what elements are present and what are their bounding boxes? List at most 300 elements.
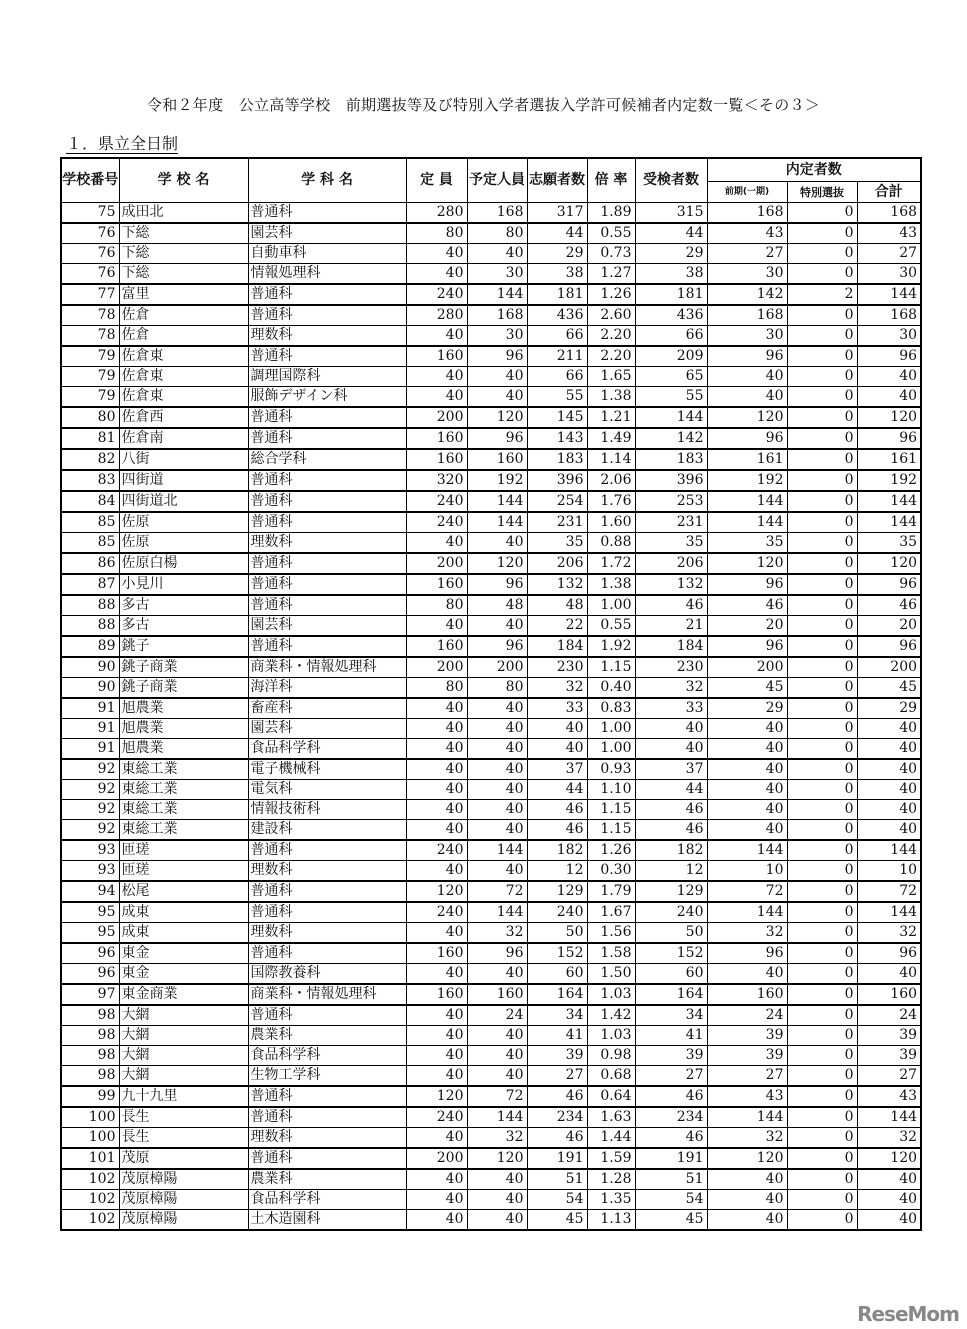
cell-ratio: 1.79 bbox=[587, 881, 635, 902]
cell-applicants: 45 bbox=[527, 1210, 587, 1231]
cell-school-number: 96 bbox=[61, 964, 119, 985]
cell-total: 144 bbox=[857, 284, 921, 305]
cell-total: 144 bbox=[857, 840, 921, 861]
cell-early: 30 bbox=[707, 264, 787, 285]
cell-special: 0 bbox=[787, 881, 857, 902]
cell-capacity: 40 bbox=[406, 1066, 467, 1087]
cell-total: 72 bbox=[857, 881, 921, 902]
cell-ratio: 1.42 bbox=[587, 1005, 635, 1026]
cell-planned: 144 bbox=[467, 284, 527, 305]
cell-examinees: 33 bbox=[635, 698, 707, 719]
table-row bbox=[61, 407, 921, 428]
cell-examinees: 21 bbox=[635, 616, 707, 637]
cell-school-name: 九十九里 bbox=[119, 1086, 248, 1107]
header-special: 特別選抜 bbox=[787, 182, 857, 203]
cell-school-name: 東金 bbox=[119, 943, 248, 964]
cell-capacity: 40 bbox=[406, 820, 467, 841]
cell-examinees: 191 bbox=[635, 1148, 707, 1169]
cell-department: 園芸科 bbox=[248, 719, 406, 739]
cell-capacity: 160 bbox=[406, 449, 467, 470]
table-row bbox=[61, 881, 921, 902]
cell-early: 24 bbox=[707, 1005, 787, 1026]
cell-planned: 144 bbox=[467, 840, 527, 861]
table-row bbox=[61, 636, 921, 657]
cell-department: 理数科 bbox=[248, 533, 406, 554]
cell-ratio: 1.59 bbox=[587, 1148, 635, 1169]
cell-special: 0 bbox=[787, 780, 857, 800]
cell-school-name: 成東 bbox=[119, 923, 248, 944]
cell-department: 普通科 bbox=[248, 1148, 406, 1169]
cell-capacity: 160 bbox=[406, 346, 467, 367]
cell-ratio: 1.65 bbox=[587, 367, 635, 387]
cell-early: 39 bbox=[707, 1026, 787, 1046]
cell-total: 39 bbox=[857, 1026, 921, 1046]
cell-school-number: 88 bbox=[61, 595, 119, 616]
cell-early: 30 bbox=[707, 326, 787, 347]
cell-applicants: 46 bbox=[527, 1086, 587, 1107]
table-row bbox=[61, 800, 921, 820]
cell-ratio: 1.44 bbox=[587, 1128, 635, 1149]
cell-special: 0 bbox=[787, 553, 857, 574]
cell-school-name: 佐倉東 bbox=[119, 346, 248, 367]
cell-early: 144 bbox=[707, 1107, 787, 1128]
cell-applicants: 436 bbox=[527, 305, 587, 326]
cell-capacity: 120 bbox=[406, 1086, 467, 1107]
cell-school-number: 98 bbox=[61, 1005, 119, 1026]
cell-school-name: 茂原樟陽 bbox=[119, 1190, 248, 1210]
cell-early: 40 bbox=[707, 964, 787, 985]
cell-special: 0 bbox=[787, 428, 857, 449]
cell-total: 96 bbox=[857, 346, 921, 367]
cell-ratio: 1.92 bbox=[587, 636, 635, 657]
cell-special: 0 bbox=[787, 449, 857, 470]
cell-applicants: 44 bbox=[527, 223, 587, 244]
cell-ratio: 1.15 bbox=[587, 820, 635, 841]
cell-examinees: 144 bbox=[635, 407, 707, 428]
cell-early: 39 bbox=[707, 1046, 787, 1066]
cell-school-number: 93 bbox=[61, 840, 119, 861]
cell-early: 120 bbox=[707, 1148, 787, 1169]
cell-examinees: 39 bbox=[635, 1046, 707, 1066]
cell-capacity: 40 bbox=[406, 1190, 467, 1210]
cell-department: 総合学科 bbox=[248, 449, 406, 470]
cell-school-name: 大網 bbox=[119, 1066, 248, 1087]
cell-special: 0 bbox=[787, 678, 857, 699]
cell-special: 0 bbox=[787, 820, 857, 841]
cell-applicants: 46 bbox=[527, 1128, 587, 1149]
cell-total: 144 bbox=[857, 491, 921, 512]
cell-total: 30 bbox=[857, 326, 921, 347]
cell-ratio: 2.06 bbox=[587, 470, 635, 491]
cell-planned: 40 bbox=[467, 1066, 527, 1087]
cell-school-number: 88 bbox=[61, 616, 119, 637]
cell-examinees: 46 bbox=[635, 820, 707, 841]
cell-special: 0 bbox=[787, 533, 857, 554]
cell-department: 自動車科 bbox=[248, 244, 406, 264]
cell-planned: 40 bbox=[467, 1190, 527, 1210]
cell-applicants: 12 bbox=[527, 861, 587, 882]
cell-school-name: 東総工業 bbox=[119, 780, 248, 800]
cell-school-number: 85 bbox=[61, 533, 119, 554]
cell-capacity: 280 bbox=[406, 305, 467, 326]
cell-total: 160 bbox=[857, 984, 921, 1005]
cell-applicants: 32 bbox=[527, 678, 587, 699]
table-row bbox=[61, 964, 921, 985]
cell-planned: 120 bbox=[467, 553, 527, 574]
cell-department: 服飾デザイン科 bbox=[248, 387, 406, 408]
cell-department: 普通科 bbox=[248, 346, 406, 367]
cell-planned: 40 bbox=[467, 244, 527, 264]
cell-early: 200 bbox=[707, 657, 787, 678]
cell-school-number: 90 bbox=[61, 657, 119, 678]
table-row bbox=[61, 326, 921, 347]
cell-capacity: 240 bbox=[406, 284, 467, 305]
cell-total: 27 bbox=[857, 1066, 921, 1087]
cell-total: 35 bbox=[857, 533, 921, 554]
cell-ratio: 0.98 bbox=[587, 1046, 635, 1066]
cell-ratio: 1.27 bbox=[587, 264, 635, 285]
cell-early: 96 bbox=[707, 346, 787, 367]
cell-school-name: 長生 bbox=[119, 1107, 248, 1128]
cell-total: 144 bbox=[857, 902, 921, 923]
cell-applicants: 184 bbox=[527, 636, 587, 657]
cell-planned: 40 bbox=[467, 964, 527, 985]
cell-total: 200 bbox=[857, 657, 921, 678]
cell-early: 168 bbox=[707, 203, 787, 224]
cell-applicants: 66 bbox=[527, 326, 587, 347]
cell-early: 35 bbox=[707, 533, 787, 554]
table-row bbox=[61, 984, 921, 1005]
table-row bbox=[61, 1066, 921, 1087]
cell-capacity: 160 bbox=[406, 636, 467, 657]
cell-ratio: 0.40 bbox=[587, 678, 635, 699]
cell-department: 理数科 bbox=[248, 923, 406, 944]
cell-ratio: 1.00 bbox=[587, 739, 635, 760]
cell-school-number: 90 bbox=[61, 678, 119, 699]
cell-early: 29 bbox=[707, 698, 787, 719]
cell-school-name: 佐倉西 bbox=[119, 407, 248, 428]
cell-capacity: 160 bbox=[406, 984, 467, 1005]
cell-department: 普通科 bbox=[248, 305, 406, 326]
cell-school-number: 91 bbox=[61, 719, 119, 739]
cell-capacity: 200 bbox=[406, 553, 467, 574]
cell-capacity: 40 bbox=[406, 244, 467, 264]
cell-department: 電気科 bbox=[248, 780, 406, 800]
cell-capacity: 120 bbox=[406, 881, 467, 902]
cell-department: 情報技術科 bbox=[248, 800, 406, 820]
cell-early: 144 bbox=[707, 512, 787, 533]
cell-examinees: 184 bbox=[635, 636, 707, 657]
header-applicants: 志願者数 bbox=[527, 158, 587, 203]
cell-examinees: 40 bbox=[635, 739, 707, 760]
cell-special: 0 bbox=[787, 367, 857, 387]
cell-examinees: 50 bbox=[635, 923, 707, 944]
cell-early: 144 bbox=[707, 491, 787, 512]
cell-school-name: 四街道北 bbox=[119, 491, 248, 512]
cell-examinees: 132 bbox=[635, 574, 707, 595]
cell-capacity: 200 bbox=[406, 1148, 467, 1169]
cell-school-name: 東総工業 bbox=[119, 759, 248, 780]
cell-capacity: 80 bbox=[406, 595, 467, 616]
section-heading: １．県立全日制 bbox=[66, 134, 179, 153]
cell-early: 40 bbox=[707, 1169, 787, 1190]
cell-planned: 96 bbox=[467, 943, 527, 964]
cell-planned: 24 bbox=[467, 1005, 527, 1026]
cell-total: 40 bbox=[857, 367, 921, 387]
cell-school-number: 98 bbox=[61, 1066, 119, 1087]
cell-planned: 144 bbox=[467, 512, 527, 533]
cell-total: 46 bbox=[857, 595, 921, 616]
table-row bbox=[61, 1026, 921, 1046]
cell-examinees: 234 bbox=[635, 1107, 707, 1128]
cell-applicants: 51 bbox=[527, 1169, 587, 1190]
table-row bbox=[61, 1169, 921, 1190]
cell-school-number: 94 bbox=[61, 881, 119, 902]
cell-school-name: 佐倉 bbox=[119, 326, 248, 347]
cell-examinees: 55 bbox=[635, 387, 707, 408]
cell-school-number: 82 bbox=[61, 449, 119, 470]
cell-examinees: 44 bbox=[635, 223, 707, 244]
cell-applicants: 145 bbox=[527, 407, 587, 428]
cell-total: 168 bbox=[857, 305, 921, 326]
cell-department: 普通科 bbox=[248, 491, 406, 512]
table-row bbox=[61, 1107, 921, 1128]
cell-school-name: 佐倉東 bbox=[119, 367, 248, 387]
cell-school-number: 77 bbox=[61, 284, 119, 305]
header-early: 前期(一期) bbox=[707, 182, 787, 203]
cell-capacity: 40 bbox=[406, 367, 467, 387]
cell-capacity: 80 bbox=[406, 223, 467, 244]
cell-early: 32 bbox=[707, 1128, 787, 1149]
cell-examinees: 54 bbox=[635, 1190, 707, 1210]
cell-planned: 144 bbox=[467, 1107, 527, 1128]
cell-school-name: 下総 bbox=[119, 264, 248, 285]
cell-department: 普通科 bbox=[248, 203, 406, 224]
cell-examinees: 182 bbox=[635, 840, 707, 861]
cell-examinees: 206 bbox=[635, 553, 707, 574]
table-row bbox=[61, 449, 921, 470]
cell-school-name: 東金商業 bbox=[119, 984, 248, 1005]
cell-total: 40 bbox=[857, 1210, 921, 1231]
cell-department: 土木造園科 bbox=[248, 1210, 406, 1231]
cell-applicants: 182 bbox=[527, 840, 587, 861]
cell-total: 40 bbox=[857, 964, 921, 985]
cell-school-name: 佐原 bbox=[119, 512, 248, 533]
cell-early: 20 bbox=[707, 616, 787, 637]
cell-school-number: 78 bbox=[61, 305, 119, 326]
cell-planned: 40 bbox=[467, 533, 527, 554]
cell-applicants: 231 bbox=[527, 512, 587, 533]
cell-school-number: 100 bbox=[61, 1107, 119, 1128]
cell-applicants: 129 bbox=[527, 881, 587, 902]
cell-department: 普通科 bbox=[248, 1086, 406, 1107]
cell-early: 168 bbox=[707, 305, 787, 326]
cell-total: 40 bbox=[857, 820, 921, 841]
cell-school-number: 91 bbox=[61, 739, 119, 760]
cell-planned: 96 bbox=[467, 428, 527, 449]
cell-special: 0 bbox=[787, 407, 857, 428]
cell-department: 普通科 bbox=[248, 1005, 406, 1026]
cell-examinees: 29 bbox=[635, 244, 707, 264]
cell-early: 32 bbox=[707, 923, 787, 944]
cell-special: 0 bbox=[787, 840, 857, 861]
cell-ratio: 1.38 bbox=[587, 387, 635, 408]
cell-early: 40 bbox=[707, 1210, 787, 1231]
cell-capacity: 40 bbox=[406, 1210, 467, 1231]
cell-early: 40 bbox=[707, 780, 787, 800]
cell-school-number: 89 bbox=[61, 636, 119, 657]
table-row bbox=[61, 780, 921, 800]
cell-total: 144 bbox=[857, 1107, 921, 1128]
cell-department: 普通科 bbox=[248, 512, 406, 533]
cell-early: 40 bbox=[707, 739, 787, 760]
cell-planned: 120 bbox=[467, 407, 527, 428]
cell-special: 0 bbox=[787, 964, 857, 985]
cell-examinees: 27 bbox=[635, 1066, 707, 1087]
cell-planned: 40 bbox=[467, 1026, 527, 1046]
cell-planned: 40 bbox=[467, 780, 527, 800]
cell-department: 普通科 bbox=[248, 636, 406, 657]
cell-planned: 40 bbox=[467, 719, 527, 739]
cell-total: 96 bbox=[857, 943, 921, 964]
cell-applicants: 60 bbox=[527, 964, 587, 985]
cell-school-number: 98 bbox=[61, 1046, 119, 1066]
cell-ratio: 1.89 bbox=[587, 203, 635, 224]
cell-department: 普通科 bbox=[248, 284, 406, 305]
cell-early: 161 bbox=[707, 449, 787, 470]
cell-capacity: 280 bbox=[406, 203, 467, 224]
cell-capacity: 40 bbox=[406, 264, 467, 285]
cell-total: 40 bbox=[857, 780, 921, 800]
cell-special: 0 bbox=[787, 1026, 857, 1046]
cell-examinees: 32 bbox=[635, 678, 707, 699]
cell-department: 普通科 bbox=[248, 902, 406, 923]
cell-special: 0 bbox=[787, 1086, 857, 1107]
cell-special: 0 bbox=[787, 1005, 857, 1026]
cell-planned: 40 bbox=[467, 1169, 527, 1190]
cell-ratio: 0.88 bbox=[587, 533, 635, 554]
cell-applicants: 317 bbox=[527, 203, 587, 224]
cell-school-number: 101 bbox=[61, 1148, 119, 1169]
cell-ratio: 1.15 bbox=[587, 800, 635, 820]
cell-early: 192 bbox=[707, 470, 787, 491]
cell-total: 40 bbox=[857, 1169, 921, 1190]
cell-early: 72 bbox=[707, 881, 787, 902]
cell-ratio: 1.76 bbox=[587, 491, 635, 512]
cell-planned: 144 bbox=[467, 902, 527, 923]
cell-school-number: 79 bbox=[61, 367, 119, 387]
cell-total: 96 bbox=[857, 428, 921, 449]
cell-school-number: 76 bbox=[61, 223, 119, 244]
cell-department: 普通科 bbox=[248, 470, 406, 491]
cell-ratio: 1.63 bbox=[587, 1107, 635, 1128]
cell-special: 0 bbox=[787, 264, 857, 285]
table-row bbox=[61, 1210, 921, 1231]
cell-school-name: 成田北 bbox=[119, 203, 248, 224]
cell-school-number: 79 bbox=[61, 387, 119, 408]
cell-capacity: 40 bbox=[406, 698, 467, 719]
cell-ratio: 2.20 bbox=[587, 346, 635, 367]
cell-special: 0 bbox=[787, 984, 857, 1005]
cell-ratio: 0.55 bbox=[587, 616, 635, 637]
cell-school-number: 99 bbox=[61, 1086, 119, 1107]
table-row bbox=[61, 574, 921, 595]
cell-special: 0 bbox=[787, 223, 857, 244]
cell-applicants: 35 bbox=[527, 533, 587, 554]
cell-examinees: 51 bbox=[635, 1169, 707, 1190]
cell-school-name: 佐原白楊 bbox=[119, 553, 248, 574]
cell-special: 0 bbox=[787, 470, 857, 491]
cell-school-name: 小見川 bbox=[119, 574, 248, 595]
cell-school-name: 茂原樟陽 bbox=[119, 1169, 248, 1190]
cell-ratio: 1.67 bbox=[587, 902, 635, 923]
cell-special: 0 bbox=[787, 1046, 857, 1066]
cell-special: 0 bbox=[787, 800, 857, 820]
cell-school-name: 大網 bbox=[119, 1005, 248, 1026]
cell-applicants: 143 bbox=[527, 428, 587, 449]
cell-capacity: 80 bbox=[406, 678, 467, 699]
cell-applicants: 396 bbox=[527, 470, 587, 491]
table-row bbox=[61, 491, 921, 512]
cell-applicants: 234 bbox=[527, 1107, 587, 1128]
cell-applicants: 34 bbox=[527, 1005, 587, 1026]
cell-department: 園芸科 bbox=[248, 223, 406, 244]
cell-school-name: 銚子 bbox=[119, 636, 248, 657]
table-row bbox=[61, 616, 921, 637]
cell-school-number: 102 bbox=[61, 1190, 119, 1210]
cell-ratio: 1.03 bbox=[587, 984, 635, 1005]
cell-planned: 96 bbox=[467, 636, 527, 657]
cell-department: 電子機械科 bbox=[248, 759, 406, 780]
cell-department: 農業科 bbox=[248, 1026, 406, 1046]
cell-school-name: 旭農業 bbox=[119, 739, 248, 760]
cell-total: 40 bbox=[857, 719, 921, 739]
cell-ratio: 0.68 bbox=[587, 1066, 635, 1087]
cell-ratio: 1.15 bbox=[587, 657, 635, 678]
cell-total: 39 bbox=[857, 1046, 921, 1066]
cell-ratio: 1.50 bbox=[587, 964, 635, 985]
cell-department: 商業科・情報処理科 bbox=[248, 657, 406, 678]
cell-early: 120 bbox=[707, 553, 787, 574]
cell-examinees: 152 bbox=[635, 943, 707, 964]
cell-ratio: 1.58 bbox=[587, 943, 635, 964]
cell-department: 食品科学科 bbox=[248, 1046, 406, 1066]
cell-school-name: 銚子商業 bbox=[119, 657, 248, 678]
cell-total: 120 bbox=[857, 1148, 921, 1169]
cell-early: 96 bbox=[707, 943, 787, 964]
cell-ratio: 2.20 bbox=[587, 326, 635, 347]
cell-early: 27 bbox=[707, 1066, 787, 1087]
cell-ratio: 1.49 bbox=[587, 428, 635, 449]
cell-special: 0 bbox=[787, 203, 857, 224]
cell-school-number: 93 bbox=[61, 861, 119, 882]
cell-planned: 40 bbox=[467, 616, 527, 637]
cell-school-number: 95 bbox=[61, 902, 119, 923]
cell-planned: 40 bbox=[467, 1046, 527, 1066]
cell-applicants: 206 bbox=[527, 553, 587, 574]
cell-special: 0 bbox=[787, 636, 857, 657]
cell-department: 理数科 bbox=[248, 1128, 406, 1149]
cell-planned: 96 bbox=[467, 346, 527, 367]
cell-department: 情報処理科 bbox=[248, 264, 406, 285]
cell-school-name: 佐倉南 bbox=[119, 428, 248, 449]
cell-total: 32 bbox=[857, 923, 921, 944]
cell-school-name: 茂原樟陽 bbox=[119, 1210, 248, 1231]
cell-school-number: 102 bbox=[61, 1210, 119, 1231]
cell-early: 10 bbox=[707, 861, 787, 882]
table-row bbox=[61, 305, 921, 326]
cell-school-number: 84 bbox=[61, 491, 119, 512]
